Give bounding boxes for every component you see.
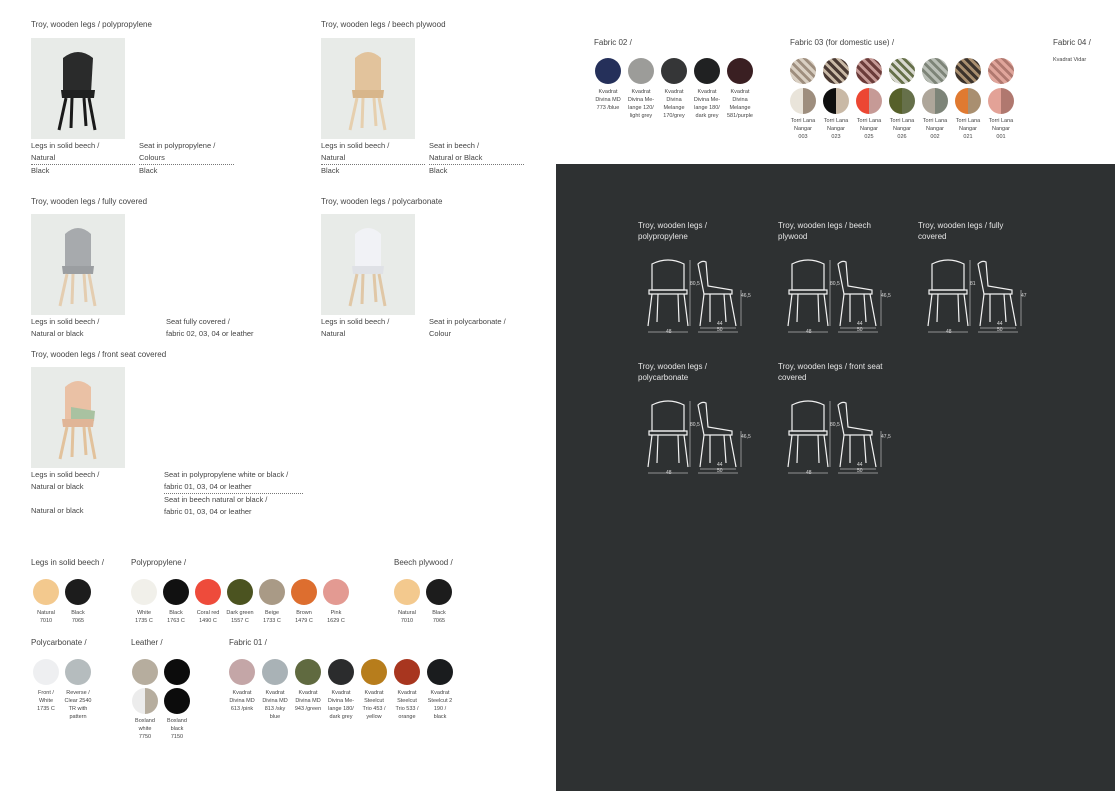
swatch-caption-line: 001 xyxy=(996,134,1006,140)
swatch-caption-line: 021 xyxy=(963,134,973,140)
swatch-polypropylene xyxy=(227,579,253,605)
dimension-label: 50 xyxy=(717,468,723,474)
dimension-label: 80,5 xyxy=(690,422,700,428)
swatch-caption-line: Boxland xyxy=(135,718,155,724)
swatch-caption-line: light grey xyxy=(629,113,653,119)
swatch-beech_plywood xyxy=(426,579,452,605)
swatch-caption-line: blue xyxy=(269,714,281,720)
swatch-polycarbonate xyxy=(65,659,91,685)
swatch-group-title: Legs in solid beech / xyxy=(31,558,104,567)
swatch-caption xyxy=(58,689,98,721)
swatch-leather xyxy=(164,659,190,685)
swatch-fabric03-split xyxy=(823,88,849,114)
swatch-caption-line: Brown xyxy=(296,610,312,616)
seat-spec: Seat fully covered / fabric 02, 03, 04 or leather xyxy=(166,317,254,338)
swatch-caption-line: Beige xyxy=(264,610,280,616)
swatch-caption-line: Kvadrat xyxy=(730,89,750,95)
swatch-fabric03-pattern xyxy=(988,58,1014,84)
swatch-group-title: Fabric 03 (for domestic use) / xyxy=(790,38,895,47)
swatch-caption-line: lange 120/ xyxy=(628,105,654,111)
swatch-fabric01 xyxy=(361,659,387,685)
swatch-caption xyxy=(720,88,760,120)
swatch-caption-line: 7065 xyxy=(432,618,446,624)
swatch-caption-line: Divina Me- xyxy=(693,97,721,103)
swatch-caption-line: 7065 xyxy=(71,618,85,624)
swatch-caption xyxy=(58,609,98,625)
swatch-fabric03-pattern xyxy=(922,58,948,84)
swatch-group-title: Fabric 02 / xyxy=(594,38,632,47)
swatch-polypropylene xyxy=(323,579,349,605)
swatch-fabric03-split xyxy=(988,88,1014,114)
dimension-title-line: polypropylene xyxy=(638,232,688,241)
swatch-group-title: Beech plywood / xyxy=(394,558,453,567)
swatch-fabric01 xyxy=(295,659,321,685)
seat-spec: Seat in polypropylene white or black / fabric 01, 03, 04 or leather Seat in beech natural or black / fabric 01, 03, 04 or leather xyxy=(164,469,303,518)
swatch-caption-line: 003 xyxy=(798,134,808,140)
swatch-fabric03-split xyxy=(889,88,915,114)
swatch-caption-line: 002 xyxy=(930,134,940,140)
swatch-polycarbonate xyxy=(33,659,59,685)
swatch-fabric02 xyxy=(661,58,687,84)
swatch-caption-line: 581/purple xyxy=(727,113,753,119)
swatch-fabric03-pattern xyxy=(955,58,981,84)
dimension-label: 80,5 xyxy=(690,281,700,287)
dimension-drawing xyxy=(640,397,750,477)
dimension-title xyxy=(778,220,871,242)
dimension-label: 48 xyxy=(806,329,812,335)
dimension-title xyxy=(638,361,707,383)
swatch-caption-line: Nangar xyxy=(793,126,813,132)
dimension-title-line: Troy, wooden legs / xyxy=(638,221,707,230)
swatch-caption-line: Trio 533 / xyxy=(395,706,419,712)
dimension-label: 47 xyxy=(1021,293,1027,299)
dimension-label: 48 xyxy=(666,470,672,476)
swatch-group-title: Fabric 04 / xyxy=(1053,38,1091,47)
dimension-label: 44 xyxy=(717,462,723,468)
swatch-caption-line: black xyxy=(170,726,184,732)
swatch-polypropylene xyxy=(195,579,221,605)
swatch-caption-line: Kvadrat xyxy=(631,89,651,95)
dimension-label: 50 xyxy=(997,327,1003,333)
swatch-group-title: Leather / xyxy=(131,638,163,647)
swatch-caption-line: dark grey xyxy=(329,714,353,720)
swatch-caption-line: Kvadrat xyxy=(664,89,684,95)
swatch-caption-line: White xyxy=(136,610,152,616)
swatch-caption-line: Kvadrat xyxy=(364,690,384,696)
dimension-label: 46,5 xyxy=(741,434,751,440)
swatch-caption-line: Kvadrat xyxy=(265,690,285,696)
swatch-caption-line: Torri Lana xyxy=(955,118,981,124)
legs-spec: Legs in solid beech / Natural Black xyxy=(31,140,135,177)
swatch-fabric03-split xyxy=(790,88,816,114)
dimension-label: 48 xyxy=(666,329,672,335)
dimension-drawing xyxy=(640,256,750,336)
swatch-caption-line: 813 /sky xyxy=(264,706,286,712)
swatch-caption-line: Steelcut 2 xyxy=(427,698,453,704)
swatch-leather xyxy=(164,688,190,714)
swatch-caption-line: Nangar xyxy=(925,126,945,132)
dimension-title-line: Troy, wooden legs / beech xyxy=(778,221,871,230)
dimension-label: 50 xyxy=(857,468,863,474)
swatch-fabric02 xyxy=(694,58,720,84)
dimension-title-line: covered xyxy=(778,373,807,382)
swatch-caption-line: 1557 C xyxy=(231,618,249,624)
chair-title: Troy, wooden legs / polycarbonate xyxy=(321,197,443,206)
swatch-fabric01 xyxy=(262,659,288,685)
chair-photo-polycarbonate xyxy=(321,214,415,315)
swatch-caption xyxy=(419,609,459,625)
swatch-caption-line: Kvadrat xyxy=(331,690,351,696)
swatch-caption-line: Torri Lana xyxy=(856,118,882,124)
swatch-fabric03-split xyxy=(856,88,882,114)
swatch-caption-line: Torri Lana xyxy=(922,118,948,124)
swatch-caption-line: Divina MD xyxy=(229,698,255,704)
swatch-caption-line: Boxland xyxy=(167,718,187,724)
swatch-caption-line: lange 180/ xyxy=(328,706,354,712)
dimension-drawing xyxy=(780,397,890,477)
dimension-label: 50 xyxy=(857,327,863,333)
swatch-caption-line: 026 xyxy=(897,134,907,140)
swatch-caption xyxy=(981,117,1021,141)
swatch-caption-line: Dark green xyxy=(226,610,254,616)
swatch-legs_beech xyxy=(65,579,91,605)
chair-photo-polypropylene xyxy=(31,38,125,139)
swatch-legs_beech xyxy=(33,579,59,605)
dimension-title-line: Troy, wooden legs / fully xyxy=(918,221,1004,230)
dimension-label: 80,5 xyxy=(830,422,840,428)
swatch-caption-line: white xyxy=(138,726,152,732)
swatch-leather xyxy=(132,659,158,685)
chair-photo-beech-plywood xyxy=(321,38,415,139)
swatch-caption-line: Trio 453 / xyxy=(362,706,386,712)
dimension-label: 47,5 xyxy=(881,434,891,440)
swatch-caption-line: Divina xyxy=(666,97,682,103)
swatch-fabric01 xyxy=(394,659,420,685)
dimension-drawing xyxy=(780,256,890,336)
chair-title: Troy, wooden legs / polypropylene xyxy=(31,20,152,29)
swatch-caption-line: 170/grey xyxy=(663,113,685,119)
swatch-group-title: Fabric 01 / xyxy=(229,638,267,647)
swatch-caption-line: Nangar xyxy=(991,126,1011,132)
swatch-caption-line: Steelcut xyxy=(397,698,417,704)
swatch-caption-line: 773 /blue xyxy=(596,105,620,111)
dimension-label: 44 xyxy=(717,321,723,327)
dimension-drawing xyxy=(920,256,1030,336)
swatch-fabric02 xyxy=(595,58,621,84)
swatch-caption-line: 1479 C xyxy=(295,618,313,624)
swatch-group-title: Polypropylene / xyxy=(131,558,187,567)
swatch-caption-line: Melange xyxy=(729,105,751,111)
dimension-title-line: Troy, wooden legs / front seat xyxy=(778,362,883,371)
swatch-caption-line: Black xyxy=(432,610,446,616)
legs-spec: Legs in solid beech / Natural xyxy=(321,317,390,338)
swatch-caption-line: 025 xyxy=(864,134,874,140)
dimension-label: 44 xyxy=(997,321,1003,327)
dimension-title-line: polycarbonate xyxy=(638,373,689,382)
swatch-fabric01 xyxy=(427,659,453,685)
swatch-caption-line: 1733 C xyxy=(263,618,281,624)
swatch-group-title: Polycarbonate / xyxy=(31,638,87,647)
swatch-caption-line: 1735 C xyxy=(135,618,153,624)
dimension-title-line: Troy, wooden legs / xyxy=(638,362,707,371)
swatch-caption-line: Divina Me- xyxy=(627,97,655,103)
swatch-caption-line: Kvadrat xyxy=(697,89,717,95)
dimension-label: 44 xyxy=(857,462,863,468)
swatch-fabric03-split xyxy=(955,88,981,114)
swatch-caption xyxy=(420,689,460,721)
seat-spec: Seat in polycarbonate / Colour xyxy=(429,317,506,338)
swatch-polypropylene xyxy=(131,579,157,605)
swatch-caption-line: Torri Lana xyxy=(988,118,1014,124)
swatch-caption-line: 1763 C xyxy=(167,618,185,624)
dimension-label: 81 xyxy=(970,281,976,287)
swatch-caption-line: black xyxy=(433,714,447,720)
swatch-caption-line: Steelcut xyxy=(364,698,384,704)
swatch-caption-line: orange xyxy=(398,714,416,720)
swatch-caption-line: Natural xyxy=(37,610,55,616)
swatch-fabric03-pattern xyxy=(889,58,915,84)
swatch-caption-line: Torri Lana xyxy=(790,118,816,124)
swatch-caption-line: Nangar xyxy=(892,126,912,132)
swatch-caption xyxy=(157,717,197,741)
swatch-caption-line: Torri Lana xyxy=(889,118,915,124)
swatch-caption-line: White xyxy=(38,698,54,704)
swatch-caption-line: Divina MD xyxy=(262,698,288,704)
swatch-caption-line: Divina xyxy=(732,97,748,103)
swatch-caption-line: Divina Me- xyxy=(327,698,355,704)
dimension-title xyxy=(638,220,707,242)
swatch-caption-line: 7750 xyxy=(138,734,152,740)
swatch-fabric03-pattern xyxy=(856,58,882,84)
swatch-caption-line: 7010 xyxy=(400,618,414,624)
swatch-caption-line: Kvadrat xyxy=(298,690,318,696)
swatch-caption-line: 7150 xyxy=(170,734,184,740)
legs-spec: Legs in solid beech / Natural Black xyxy=(321,140,425,177)
swatch-caption-line: Kvadrat xyxy=(430,690,450,696)
swatch-leather xyxy=(132,688,158,714)
swatch-caption-line: Front / xyxy=(38,690,54,696)
swatch-fabric01 xyxy=(229,659,255,685)
fabric04-note: Kvadrat Vidar xyxy=(1053,57,1087,63)
swatch-caption-line: Kvadrat xyxy=(397,690,417,696)
swatch-caption-line: Clear 2540 xyxy=(64,698,92,704)
legs-spec: Legs in solid beech / Natural or black Natural or black xyxy=(31,470,100,515)
swatch-caption-line: yellow xyxy=(366,714,382,720)
swatch-caption-line: 943 /green xyxy=(294,706,322,712)
swatch-caption-line: Kvadrat xyxy=(598,89,618,95)
swatch-caption-line: Torri Lana xyxy=(823,118,849,124)
swatch-fabric01 xyxy=(328,659,354,685)
swatch-caption-line: Coral red xyxy=(196,610,220,616)
swatch-caption-line: Black xyxy=(71,610,85,616)
swatch-fabric02 xyxy=(727,58,753,84)
swatch-caption-line: Kvadrat xyxy=(232,690,252,696)
swatch-caption-line: Reverse / xyxy=(66,690,90,696)
chair-photo-front-seat-covered xyxy=(31,367,125,468)
chair-title: Troy, wooden legs / beech plywood xyxy=(321,20,446,29)
dimension-title xyxy=(778,361,883,383)
swatch-polypropylene xyxy=(163,579,189,605)
chair-photo-fully-covered xyxy=(31,214,125,315)
dimension-title-line: plywood xyxy=(778,232,808,241)
seat-spec: Seat in beech / Natural or Black Black xyxy=(429,140,524,177)
swatch-fabric02 xyxy=(628,58,654,84)
swatch-polypropylene xyxy=(259,579,285,605)
swatch-caption-line: 023 xyxy=(831,134,841,140)
swatch-caption-line: Pink xyxy=(330,610,342,616)
swatch-caption-line: 1735 C xyxy=(37,706,55,712)
legs-spec: Legs in solid beech / Natural or black xyxy=(31,317,100,338)
swatch-fabric03-pattern xyxy=(790,58,816,84)
dimension-title-line: covered xyxy=(918,232,947,241)
swatch-caption xyxy=(316,609,356,625)
dimension-title xyxy=(918,220,1003,242)
dimension-label: 80,5 xyxy=(830,281,840,287)
swatch-caption-line: Nangar xyxy=(958,126,978,132)
dimension-label: 46,5 xyxy=(741,293,751,299)
dimension-label: 48 xyxy=(946,329,952,335)
chair-title: Troy, wooden legs / front seat covered xyxy=(31,350,167,359)
swatch-caption-line: Divina MD xyxy=(295,698,321,704)
dimension-label: 46,5 xyxy=(881,293,891,299)
swatch-caption-line: Nangar xyxy=(826,126,846,132)
dimension-label: 44 xyxy=(857,321,863,327)
chair-title: Troy, wooden legs / fully covered xyxy=(31,197,148,206)
swatch-caption-line: 7010 xyxy=(39,618,53,624)
swatch-caption-line: TR with xyxy=(68,706,88,712)
swatch-fabric03-split xyxy=(922,88,948,114)
swatch-caption-line: pattern xyxy=(69,714,87,720)
swatch-caption-line: 1629 C xyxy=(327,618,345,624)
swatch-caption-line: dark grey xyxy=(695,113,719,119)
swatch-polypropylene xyxy=(291,579,317,605)
swatch-fabric03-pattern xyxy=(823,58,849,84)
swatch-caption-line: Divina MD xyxy=(595,97,621,103)
swatch-caption-line: Nangar xyxy=(859,126,879,132)
swatch-beech_plywood xyxy=(394,579,420,605)
swatch-caption-line: 1490 C xyxy=(199,618,217,624)
swatch-caption-line: Black xyxy=(169,610,183,616)
swatch-caption-line: 613 /pink xyxy=(230,706,254,712)
dimension-label: 48 xyxy=(806,470,812,476)
swatch-caption-line: Melange xyxy=(663,105,685,111)
swatch-caption-line: lange 180/ xyxy=(694,105,720,111)
swatch-caption-line: 190 / xyxy=(433,706,447,712)
seat-spec: Seat in polypropylene / Colours Black xyxy=(139,140,234,177)
swatch-caption-line: Natural xyxy=(398,610,416,616)
dimension-label: 50 xyxy=(717,327,723,333)
